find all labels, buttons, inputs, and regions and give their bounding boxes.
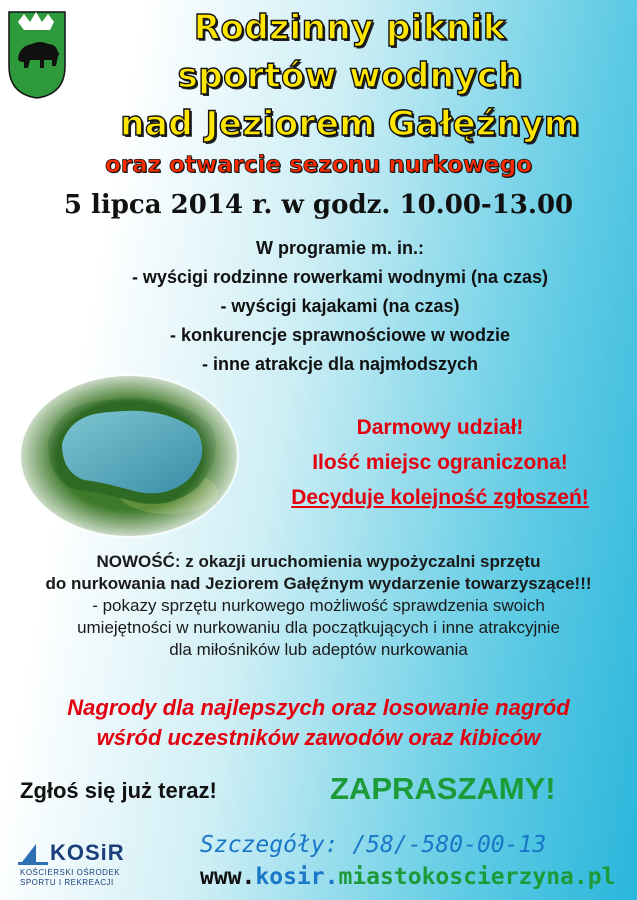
signup-text: Zgłoś się już teraz! [20, 778, 217, 803]
prizes-text [0, 693, 637, 753]
notice-line: Decyduje kolejność zgłoszeń! [291, 486, 589, 509]
notice-line: Darmowy udział! [356, 416, 524, 439]
title-line-2: sportów wodnych [177, 56, 523, 96]
website-part: kosir. [255, 864, 339, 890]
lake-aerial-photo [18, 372, 240, 540]
kosir-logo-icon [18, 842, 48, 866]
program-item: - wyścigi rodzinne rowerkami wodnymi (na czas) [131, 267, 549, 287]
news-line: do nurkowania nad Jeziorem Gałęźnym wydarzenie towarzyszące!!! [45, 574, 592, 593]
news-line: dla miłośników lub adeptów nurkowania [169, 640, 468, 659]
kosir-subtitle-line: SPORTU I REKREACJI [20, 878, 114, 887]
subtitle: oraz otwarcie sezonu nurkowego [104, 152, 532, 178]
news-paragraph [10, 551, 627, 661]
invite-text: ZAPRASZAMY! [330, 771, 556, 806]
news-line: NOWOŚĆ: z okazji uruchomienia wypożyczalni sprzętu [96, 552, 541, 571]
kosir-subtitle [20, 868, 120, 888]
title-line-3: nad Jeziorem Gałęźnym [120, 104, 580, 144]
prizes-line: wśród uczestników zawodów oraz kibiców [96, 725, 541, 750]
event-date: 5 lipca 2014 r. w godz. 10.00-13.00 [63, 190, 574, 220]
website-link[interactable] [200, 864, 615, 890]
website-part: www. [200, 864, 256, 890]
kosir-subtitle-line: KOŚCIERSKI OŚRODEK [20, 868, 121, 877]
participation-notice [255, 410, 625, 515]
program-item: - wyścigi kajakami (na czas) [220, 296, 460, 316]
website-part: miastokoscierzyna.pl [338, 864, 616, 890]
kosir-name: KOSiR [50, 840, 125, 865]
program-item: - inne atrakcje dla najmłodszych [201, 354, 479, 374]
program-item: - konkurencje sprawnościowe w wodzie [169, 325, 511, 345]
title-line-1: Rodzinny piknik [193, 8, 507, 48]
program-list [60, 234, 620, 379]
kosir-logo [18, 840, 188, 890]
program-heading: W programie m. in.: [255, 238, 424, 258]
notice-line: Ilość miejsc ograniczona! [312, 451, 568, 474]
news-line: umiejętności w nurkowaniu dla początkujących i inne atrakcyjnie [77, 618, 560, 637]
prizes-line: Nagrody dla najlepszych oraz losowanie nagród [67, 695, 570, 720]
details-phone: Szczegóły: /58/-580-00-13 [200, 832, 547, 858]
news-line: - pokazy sprzętu nurkowego możliwość sprawdzenia swoich [92, 596, 545, 615]
bear-coat-of-arms-icon [6, 8, 68, 100]
